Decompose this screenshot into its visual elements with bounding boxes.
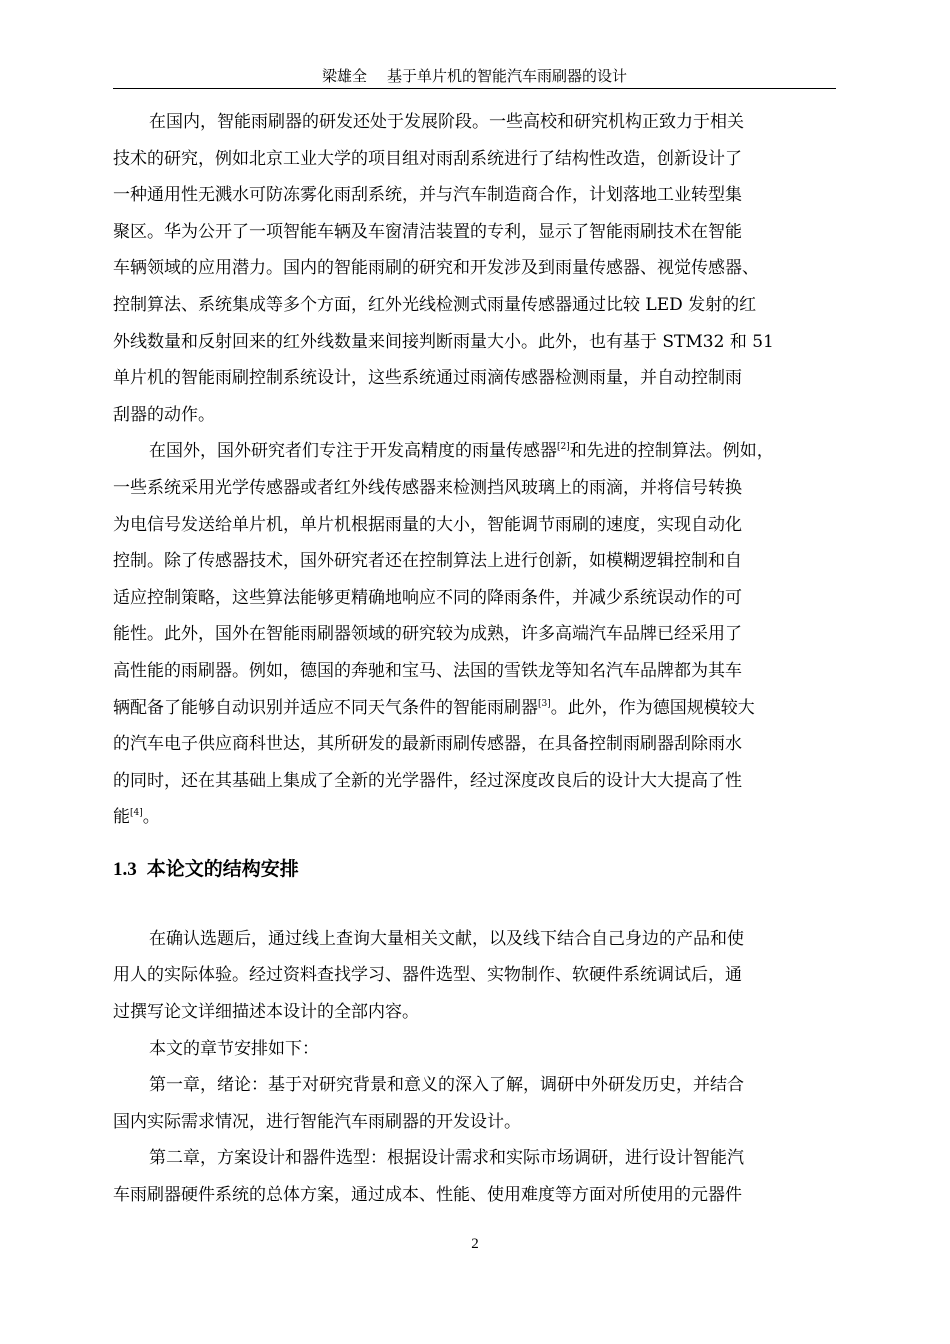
- citation-4: [4]: [130, 808, 143, 819]
- header-author: 梁雄全: [321, 67, 367, 85]
- citation-3: [3]: [538, 698, 551, 709]
- text-line: 的同时，还在其基础上集成了全新的光学器件，经过深度改良后的设计大大提高了性: [113, 770, 742, 791]
- header-title: 基于单片机的智能汽车雨刷器的设计: [387, 67, 628, 85]
- paragraph-foreign-research: [113, 433, 836, 836]
- paragraph-chapter-2: [113, 1140, 836, 1213]
- text-segment: 能: [113, 807, 130, 828]
- text-line: 本文的章节安排如下：: [149, 1038, 319, 1059]
- text-segment: 辆配备了能够自动识别并适应不同天气条件的智能雨刷器: [113, 697, 538, 718]
- text-line: [113, 799, 836, 836]
- text-line: 车雨刷器硬件系统的总体方案，通过成本、性能、使用难度等方面对所使用的元器件: [113, 1185, 742, 1206]
- text-line: 为电信号发送给单片机，单片机根据雨量的大小，智能调节雨刷的速度，实现自动化: [113, 514, 742, 535]
- paragraph-method: [113, 921, 836, 1031]
- text-segment: 。: [142, 807, 160, 828]
- text-line: 外线数量和反射回来的红外线数量来间接判断雨量大小。此外，也有基于 STM32 和 51: [113, 331, 774, 352]
- text-line: 技术的研究，例如北京工业大学的项目组对雨刮系统进行了结构性改造，创新设计了: [113, 148, 742, 169]
- text-line: [113, 433, 836, 470]
- text-line: 一种通用性无溅水可防冻雾化雨刮系统，并与汽车制造商合作，计划落地工业转型集: [113, 185, 742, 206]
- text-line: 车辆领域的应用潜力。国内的智能雨刷的研究和开发涉及到雨量传感器、视觉传感器、: [113, 258, 759, 279]
- text-line: 单片机的智能雨刷控制系统设计，这些系统通过雨滴传感器检测雨量，并自动控制雨: [113, 368, 742, 389]
- text-line: 一些系统采用光学传感器或者红外线传感器来检测挡风玻璃上的雨滴，并将信号转换: [113, 477, 742, 498]
- text-line: 用人的实际体验。经过资料查找学习、器件选型、实物制作、软硬件系统调试后，通: [113, 965, 742, 986]
- text-line: 过撰写论文详细描述本设计的全部内容。: [113, 1002, 419, 1023]
- text-line: 刮器的动作。: [113, 404, 215, 425]
- text-line: 控制算法、系统集成等多个方面，红外光线检测式雨量传感器通过比较 LED 发射的红: [113, 294, 757, 315]
- paragraph-domestic-research: [113, 104, 836, 433]
- text-line: 第一章，绪论：基于对研究背景和意义的深入了解，调研中外研发历史，并结合: [149, 1075, 744, 1096]
- citation-2: [2]: [557, 442, 570, 453]
- section-title: 本论文的结构安排: [146, 857, 299, 880]
- text-line: 在确认选题后，通过线上查询大量相关文献，以及线下结合自己身边的产品和使: [149, 928, 744, 949]
- text-line: 的汽车电子供应商科世达，其所研发的最新雨刷传感器，在具备控制雨刷器刮除雨水: [113, 734, 742, 755]
- text-line: 在国内，智能雨刷器的研发还处于发展阶段。一些高校和研究机构正致力于相关: [149, 112, 744, 132]
- text-line: 高性能的雨刷器。例如，德国的奔驰和宝马、法国的雪铁龙等知名汽车品牌都为其车: [113, 660, 742, 681]
- page-number: 2: [471, 1236, 479, 1252]
- text-line: 控制。除了传感器技术，国外研究者还在控制算法上进行创新，如模糊逻辑控制和自: [113, 551, 742, 572]
- running-header: [113, 66, 836, 89]
- page-body: [113, 104, 836, 1214]
- text-line: 第二章，方案设计和器件选型：根据设计需求和实际市场调研，进行设计智能汽: [149, 1148, 744, 1169]
- text-segment: 和先进的控制算法。例如，: [569, 441, 774, 462]
- text-line: 聚区。华为公开了一项智能车辆及车窗清洁装置的专利，显示了智能雨刷技术在智能: [113, 221, 742, 242]
- text-line: [113, 690, 836, 727]
- text-segment: 。此外，作为德国规模较大: [550, 697, 755, 718]
- paragraph-chapter-1: [113, 1067, 836, 1140]
- section-heading: [113, 854, 836, 885]
- text-segment: 在国外，国外研究者们专注于开发高精度的雨量传感器: [149, 441, 557, 462]
- text-line: 能性。此外，国外在智能雨刷器领域的研究较为成熟，许多高端汽车品牌已经采用了: [113, 624, 742, 645]
- text-line: 国内实际需求情况，进行智能汽车雨刷器的开发设计。: [113, 1111, 521, 1132]
- text-line: 适应控制策略，这些算法能够更精确地响应不同的降雨条件，并减少系统误动作的可: [113, 587, 742, 608]
- section-number: 1.3: [113, 858, 137, 880]
- paragraph-chapter-intro: [113, 1031, 836, 1068]
